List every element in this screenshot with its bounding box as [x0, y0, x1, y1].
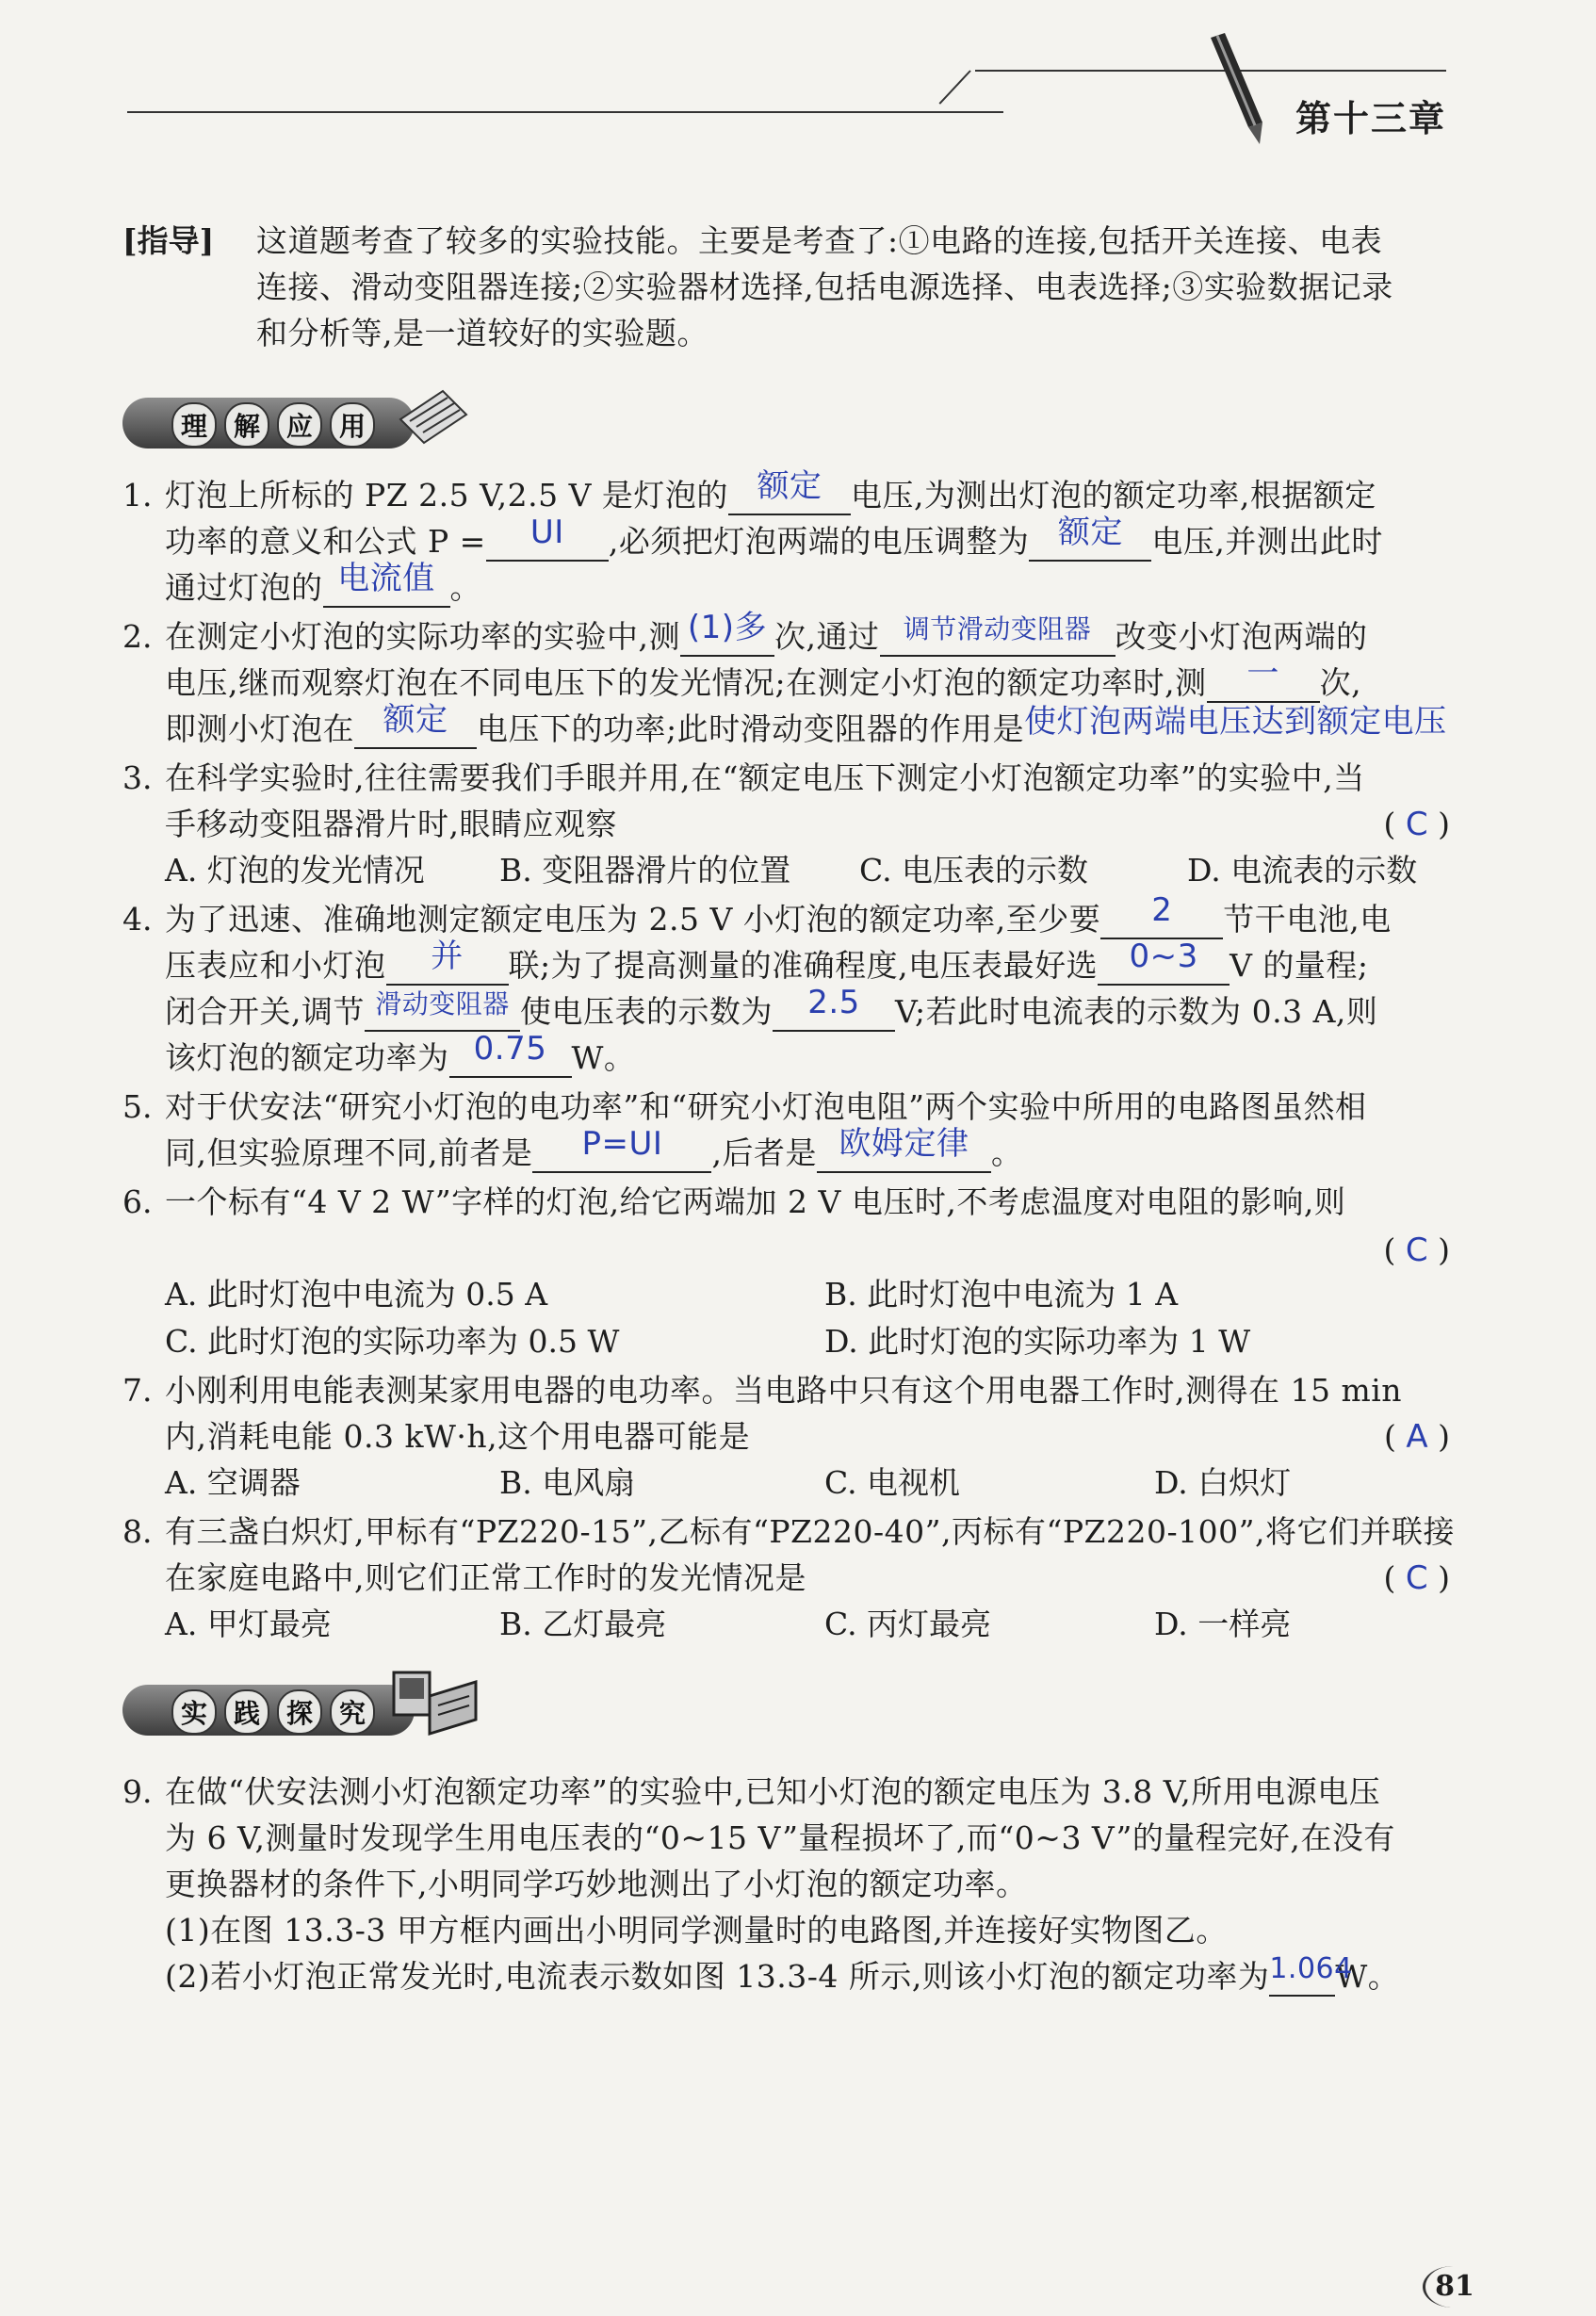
section-title-practice [171, 1689, 375, 1735]
text: ,必须把灯泡两端的电压调整为 [608, 523, 1030, 560]
q3-line-2: 手移动变阻器滑片时,眼睛应观察 [165, 806, 617, 842]
book-icon [396, 382, 471, 451]
answer-blank [1269, 1952, 1353, 1997]
section-char: 探 [277, 1689, 322, 1735]
answer-blank [354, 701, 477, 749]
handwritten-answer: 2.5 [807, 984, 860, 1021]
q6-option-c: C. 此时灯泡的实际功率为 0.5 W [165, 1323, 620, 1360]
answer-blank [817, 1125, 991, 1173]
q8-line-1: 有三盏白炽灯,甲标有“PZ220-15”,乙标有“PZ220-40”,丙标有“PZ220-100”,将它们并联接 [165, 1513, 1455, 1550]
text: 次, [1319, 664, 1362, 701]
q9-sub-2 [165, 1954, 1399, 1999]
q6-option-d: D. 此时灯泡的实际功率为 1 W [824, 1323, 1251, 1360]
q8-option-b: B. 乙灯最亮 [499, 1606, 667, 1642]
text: 为了迅速、准确地测定额定电压为 2.5 V 小灯泡的额定功率,至少要 [165, 901, 1101, 938]
q2-line-1 [165, 609, 1368, 660]
q9-line-3: 更换器材的条件下,小明同学巧妙地测出了小灯泡的额定功率。 [165, 1866, 1028, 1902]
text: 同,但实验原理不同,前者是 [165, 1134, 533, 1171]
text: 电压,并测出此时 [1151, 523, 1383, 560]
q4-line-1 [165, 891, 1392, 942]
q7-answer-paren: ( A ) [1383, 1418, 1450, 1456]
text: 通过灯泡的 [165, 569, 323, 606]
q7-line-2: 内,消耗电能 0.3 kW·h,这个用电器可能是 [165, 1418, 751, 1455]
q9-line-2: 为 6 V,测量时发现学生用电压表的“0~15 V”量程损坏了,而“0~3 V”的量程完好,在没有 [165, 1819, 1395, 1856]
answer-blank [365, 988, 520, 1032]
answer-blank [1029, 514, 1151, 562]
section-char: 用 [330, 402, 375, 448]
handwritten-answer: P=UI [581, 1125, 663, 1163]
q3-answer-paren: ( C ) [1383, 806, 1450, 843]
handwritten-answer: C [1405, 1559, 1428, 1597]
handwritten-answer: C [1405, 806, 1428, 843]
answer-blank [773, 984, 895, 1032]
q6-answer-paren: ( C ) [1383, 1231, 1450, 1269]
q1-line-1 [165, 467, 1376, 518]
text: 。 [990, 1134, 1023, 1171]
q8-line-2: 在家庭电路中,则它们正常工作时的发光情况是 [165, 1559, 806, 1596]
text: W。 [1335, 1958, 1400, 1995]
q8-option-d: D. 一样亮 [1154, 1606, 1292, 1642]
q7-option-b: B. 电风扇 [499, 1464, 636, 1501]
answer-blank [386, 938, 509, 986]
q4-line-2 [165, 938, 1369, 988]
answer-blank [880, 613, 1116, 657]
text: 闭合开关,调节 [165, 993, 365, 1030]
text: 使电压表的示数为 [520, 993, 773, 1030]
q3-option-a: A. 灯泡的发光情况 [165, 852, 425, 889]
q8-option-c: C. 丙灯最亮 [824, 1606, 992, 1642]
pencil-icon [1192, 33, 1277, 150]
text: 在测定小灯泡的实际功率的实验中,测 [165, 618, 680, 655]
text: V 的量程; [1230, 947, 1369, 984]
handwritten-answer: UI [529, 514, 564, 551]
q5-number: 5. [122, 1088, 153, 1125]
section-title-understand [171, 402, 375, 448]
handwritten-answer: 使灯泡两端电压达到额定电压 [1024, 703, 1447, 741]
text: 该灯泡的额定功率为 [165, 1039, 449, 1076]
handwritten-answer: 2 [1151, 891, 1173, 929]
q3-option-b: B. 变阻器滑片的位置 [499, 852, 791, 889]
q8-number: 8. [122, 1513, 153, 1550]
q1-line-2 [165, 514, 1383, 564]
handwritten-answer: 额定 [383, 701, 448, 739]
q2-number: 2. [122, 618, 153, 655]
q7-number: 7. [122, 1372, 153, 1409]
handwritten-answer: 额定 [757, 467, 822, 505]
handwritten-answer: 电流值 [337, 560, 435, 597]
text: 改变小灯泡两端的 [1115, 618, 1368, 655]
handwritten-answer: 0~3 [1129, 938, 1198, 975]
text: 灯泡上所标的 PZ 2.5 V,2.5 V 是灯泡的 [165, 477, 728, 514]
text: (2)若小灯泡正常发光时,电流表示数如图 13.3-4 所示,则该小灯泡的额定功率为 [165, 1958, 1270, 1995]
handwritten-answer: 0.75 [473, 1030, 547, 1068]
handwritten-answer: 滑动变阻器 [375, 988, 510, 1019]
q7-option-c: C. 电视机 [824, 1464, 961, 1501]
q8-answer-paren: ( C ) [1383, 1559, 1450, 1597]
guide-label: [指导] [122, 222, 215, 259]
text: 次,通过 [774, 618, 880, 655]
text: 电压,为测出灯泡的额定功率,根据额定 [850, 477, 1376, 514]
q9-line-1: 在做“伏安法测小灯泡额定功率”的实验中,已知小灯泡的额定电压为 3.8 V,所用电源电压 [165, 1773, 1381, 1810]
answer-blank [486, 514, 609, 562]
q4-line-3 [165, 984, 1378, 1035]
chapter-title: 第十三章 [1295, 97, 1447, 139]
handwritten-answer: 并 [431, 938, 464, 975]
section-char: 践 [224, 1689, 269, 1735]
q2-line-3 [165, 701, 1447, 752]
q6-option-a: A. 此时灯泡中电流为 0.5 A [165, 1276, 548, 1313]
q5-line-2 [165, 1125, 1023, 1176]
q6-number: 6. [122, 1183, 153, 1220]
header-rule [127, 111, 1003, 113]
section-char: 应 [277, 402, 322, 448]
q7-option-d: D. 白炽灯 [1154, 1464, 1292, 1501]
answer-blank [1100, 891, 1223, 939]
page-number [1423, 2266, 1484, 2308]
handwritten-answer: 一 [1246, 655, 1279, 693]
page-number-text: 81 [1435, 2270, 1474, 2303]
guide-line-3: 和分析等,是一道较好的实验题。 [256, 315, 708, 351]
text: 压表应和小灯泡 [165, 947, 386, 984]
q3-number: 3. [122, 759, 153, 796]
section-char: 究 [330, 1689, 375, 1735]
q3-line-1: 在科学实验时,往往需要我们手眼并用,在“额定电压下测定小灯泡额定功率”的实验中,当 [165, 759, 1365, 796]
q1-number: 1. [122, 477, 153, 514]
q7-line-1: 小刚利用电能表测某家用电器的电功率。当电路中只有这个用电器工作时,测得在 15 min [165, 1372, 1403, 1409]
answer-blank [532, 1125, 711, 1173]
answer-blank [1098, 938, 1230, 986]
header-rule-slant [939, 70, 971, 104]
text: 电压下的功率;此时滑动变阻器的作用是 [477, 710, 1025, 747]
text: W。 [571, 1039, 636, 1076]
q5-line-1: 对于伏安法“研究小灯泡的电功率”和“研究小灯泡电阻”两个实验中所用的电路图虽然相 [165, 1088, 1367, 1125]
section-char: 解 [224, 402, 269, 448]
handwritten-answer: 调节滑动变阻器 [903, 613, 1092, 644]
answer-blank [323, 560, 450, 608]
q4-number: 4. [122, 901, 153, 938]
q1-line-3 [165, 560, 481, 611]
q4-line-4 [165, 1030, 636, 1081]
q9-sub-1: (1)在图 13.3-3 甲方框内画出小明同学测量时的电路图,并连接好实物图乙。 [165, 1912, 1228, 1949]
q6-line-1: 一个标有“4 V 2 W”字样的灯泡,给它两端加 2 V 电压时,不考虑温度对电阻的影响,则 [165, 1183, 1346, 1220]
q8-option-a: A. 甲灯最亮 [165, 1606, 332, 1642]
q3-option-d: D. 电流表的示数 [1187, 852, 1418, 889]
computer-icon [386, 1663, 480, 1747]
text: 。 [449, 569, 481, 606]
section-char: 实 [171, 1689, 217, 1735]
guide-line-1: 这道题考查了较多的实验技能。主要是考查了:①电路的连接,包括开关连接、电表 [256, 222, 1383, 259]
handwritten-answer: 额定 [1057, 514, 1123, 551]
handwritten-answer: 1.064 [1269, 1952, 1353, 1985]
section-char: 理 [171, 402, 217, 448]
q3-option-c: C. 电压表的示数 [859, 852, 1089, 889]
text: 功率的意义和公式 P = [165, 523, 486, 560]
answer-blank [680, 609, 774, 657]
handwritten-answer: 欧姆定律 [839, 1125, 969, 1163]
q2-line-2 [165, 655, 1362, 706]
handwritten-answer: A [1406, 1418, 1428, 1456]
text: V;若此时电流表的示数为 0.3 A,则 [895, 993, 1378, 1030]
answer-blank [1207, 655, 1320, 703]
guide-line-2: 连接、滑动变阻器连接;②实验器材选择,包括电源选择、电表选择;③实验数据记录 [256, 269, 1393, 305]
text: 联;为了提高测量的准确程度,电压表最好选 [508, 947, 1099, 984]
text: ,后者是 [711, 1134, 817, 1171]
q6-option-b: B. 此时灯泡中电流为 1 A [824, 1276, 1179, 1313]
text: 即测小灯泡在 [165, 710, 354, 747]
answer-blank [449, 1030, 572, 1078]
q9-number: 9. [122, 1773, 153, 1810]
handwritten-answer: C [1405, 1231, 1428, 1269]
q7-option-a: A. 空调器 [165, 1464, 301, 1501]
answer-blank [728, 467, 851, 515]
text: 电压,继而观察灯泡在不同电压下的发光情况;在测定小灯泡的额定功率时,测 [165, 664, 1207, 701]
handwritten-answer: (1)多 [687, 609, 768, 646]
text: 节干电池,电 [1223, 901, 1392, 938]
